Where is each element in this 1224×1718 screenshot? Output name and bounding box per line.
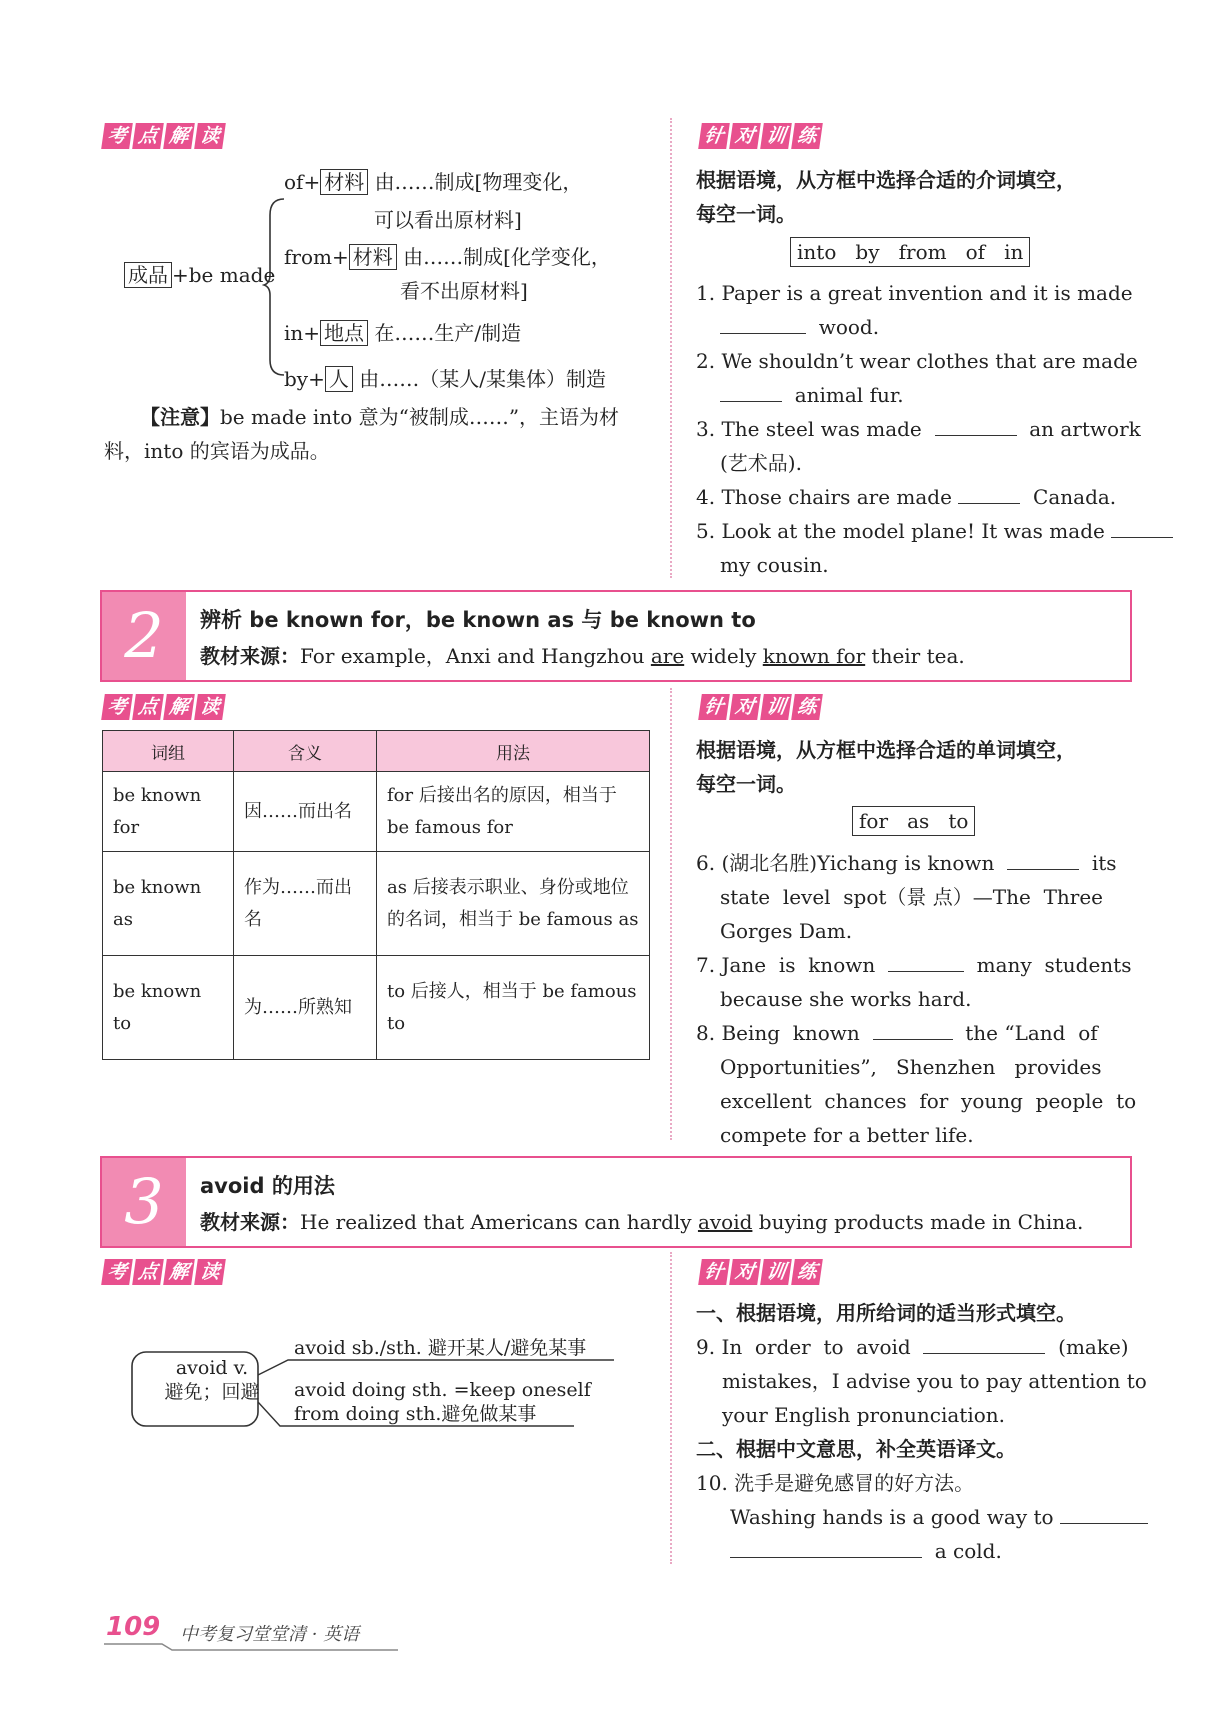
known-table bbox=[102, 730, 650, 1060]
q10-cont: Washing hands is a good way to bbox=[730, 1500, 1148, 1534]
q9: 9. In order to avoid (make) bbox=[696, 1330, 1129, 1364]
q5-blank[interactable] bbox=[1111, 515, 1173, 538]
section-number: 2 bbox=[102, 592, 186, 680]
q9-blank[interactable] bbox=[923, 1331, 1045, 1354]
zhendui-label: 针 对 训 练 bbox=[700, 1259, 821, 1285]
table-row: be known as 作为……而出名 as 后接表示职业、身份或地位的名词，相当于 be famous as bbox=[103, 852, 650, 956]
th-usage: 用法 bbox=[377, 731, 650, 772]
book-title: 中考复习堂堂清 · 英语 bbox=[180, 1624, 360, 1645]
word-box: for as to bbox=[852, 806, 975, 836]
q3-blank[interactable] bbox=[935, 413, 1017, 436]
q6-cont: state level spot（景 点）—The Three bbox=[720, 885, 1104, 909]
q3: 3. The steel was made an artwork bbox=[696, 412, 1141, 446]
kaodian-label: 考 点 解 读 bbox=[103, 123, 224, 149]
by-line: by+ 人 由……（某人/某集体）制造 bbox=[284, 367, 606, 391]
section-source: 教材来源：For example，Anxi and Hangzhou are widely known for their tea. bbox=[200, 644, 965, 668]
column-divider bbox=[670, 688, 672, 1140]
column-divider bbox=[670, 1252, 672, 1564]
section-title: 辨析 be known for，be known as 与 be known to bbox=[200, 608, 756, 632]
q8-blank[interactable] bbox=[873, 1017, 953, 1040]
section-number: 3 bbox=[102, 1158, 186, 1246]
ex2-instr2: 每空一词。 bbox=[696, 772, 796, 796]
of-desc2: 可以看出原材料] bbox=[374, 208, 522, 232]
column-divider bbox=[670, 118, 672, 578]
zhendui-label: 针 对 训 练 bbox=[700, 123, 821, 149]
from-line: from+ 材料 由……制成[化学变化， bbox=[284, 245, 611, 269]
note-cont: 料，into 的宾语为成品。 bbox=[104, 439, 330, 463]
q3-cont: (艺术品). bbox=[720, 451, 802, 475]
table-row: be known for 因……而出名 for 后接出名的原因，相当于 be famous for bbox=[103, 772, 650, 852]
from-desc2: 看不出原材料] bbox=[400, 279, 528, 303]
word-box: into by from of in bbox=[790, 237, 1030, 267]
avoid-branch-1: avoid sb./sth. 避开某人/避免某事 bbox=[294, 1337, 587, 1359]
footer-rule bbox=[102, 1640, 402, 1652]
q5: 5. Look at the model plane! It was made bbox=[696, 514, 1173, 548]
section-title: avoid 的用法 bbox=[200, 1174, 335, 1198]
avoid-branch-2: avoid doing sth. =keep oneself from doing sth.避免做某事 bbox=[294, 1379, 591, 1425]
q1: 1. Paper is a great invention and it is made bbox=[696, 281, 1133, 305]
table-row: be known to 为……所熟知 to 后接人，相当于 be famous to bbox=[103, 956, 650, 1060]
q8-cont: Opportunities”, Shenzhen provides bbox=[720, 1055, 1102, 1079]
kaodian-label: 考 点 解 读 bbox=[103, 1259, 224, 1285]
q1-cont: wood. bbox=[720, 310, 879, 344]
q10-blank-1[interactable] bbox=[1060, 1501, 1148, 1524]
q4-blank[interactable] bbox=[958, 481, 1020, 504]
q9-cont: mistakes，I advise you to pay attention to bbox=[722, 1369, 1147, 1393]
q2: 2. We shouldn’t wear clothes that are made bbox=[696, 349, 1138, 373]
avoid-center: avoid v. 避免；回避 bbox=[164, 1357, 260, 1403]
kaodian-label: 考 点 解 读 bbox=[103, 694, 224, 720]
page-number: 109 bbox=[106, 1612, 161, 1642]
root-made: 成品 +be made bbox=[124, 258, 275, 292]
q6: 6. (湖北名胜)Yichang is known its bbox=[696, 846, 1117, 880]
q5-cont: my cousin. bbox=[720, 553, 829, 577]
ex3-heading-2: 二、根据中文意思，补全英语译文。 bbox=[696, 1437, 1016, 1461]
th-meaning: 含义 bbox=[234, 731, 377, 772]
q10-blank-2[interactable] bbox=[730, 1535, 922, 1558]
q2-blank[interactable] bbox=[720, 379, 782, 402]
q4: 4. Those chairs are made Canada. bbox=[696, 480, 1116, 514]
section-3-header bbox=[100, 1156, 1132, 1248]
q7-blank[interactable] bbox=[888, 949, 964, 972]
ex1-instr2: 每空一词。 bbox=[696, 202, 796, 226]
q8-cont2: excellent chances for young people to bbox=[720, 1089, 1137, 1113]
ex3-heading-1: 一、根据语境，用所给词的适当形式填空。 bbox=[696, 1301, 1076, 1325]
in-line: in+ 地点 在……生产/制造 bbox=[284, 321, 522, 345]
section-2-header bbox=[100, 590, 1132, 682]
q9-cont2: your English pronunciation. bbox=[722, 1403, 1005, 1427]
q8-cont3: compete for a better life. bbox=[720, 1123, 974, 1147]
note: 【注意】be made into 意为“被制成……”，主语为材 bbox=[140, 405, 620, 429]
q10: 10. 洗手是避免感冒的好方法。 bbox=[696, 1471, 975, 1495]
q7: 7. Jane is known many students bbox=[696, 948, 1131, 982]
section-source: 教材来源：He realized that Americans can hardly avoid buying products made in China. bbox=[200, 1210, 1084, 1234]
ex1-instr: 根据语境，从方框中选择合适的介词填空， bbox=[696, 168, 1076, 192]
q1-blank[interactable] bbox=[720, 311, 806, 334]
th-phrase: 词组 bbox=[103, 731, 234, 772]
q2-cont: animal fur. bbox=[720, 378, 904, 412]
ex2-instr: 根据语境，从方框中选择合适的单词填空， bbox=[696, 738, 1076, 762]
q6-cont2: Gorges Dam. bbox=[720, 919, 853, 943]
q8: 8. Being known the “Land of bbox=[696, 1016, 1098, 1050]
zhendui-label: 针 对 训 练 bbox=[700, 694, 821, 720]
q10-cont2: a cold. bbox=[730, 1534, 1002, 1568]
of-line: of+ 材料 由……制成[物理变化， bbox=[284, 170, 583, 194]
q6-blank[interactable] bbox=[1007, 847, 1079, 870]
q7-cont: because she works hard. bbox=[720, 987, 972, 1011]
